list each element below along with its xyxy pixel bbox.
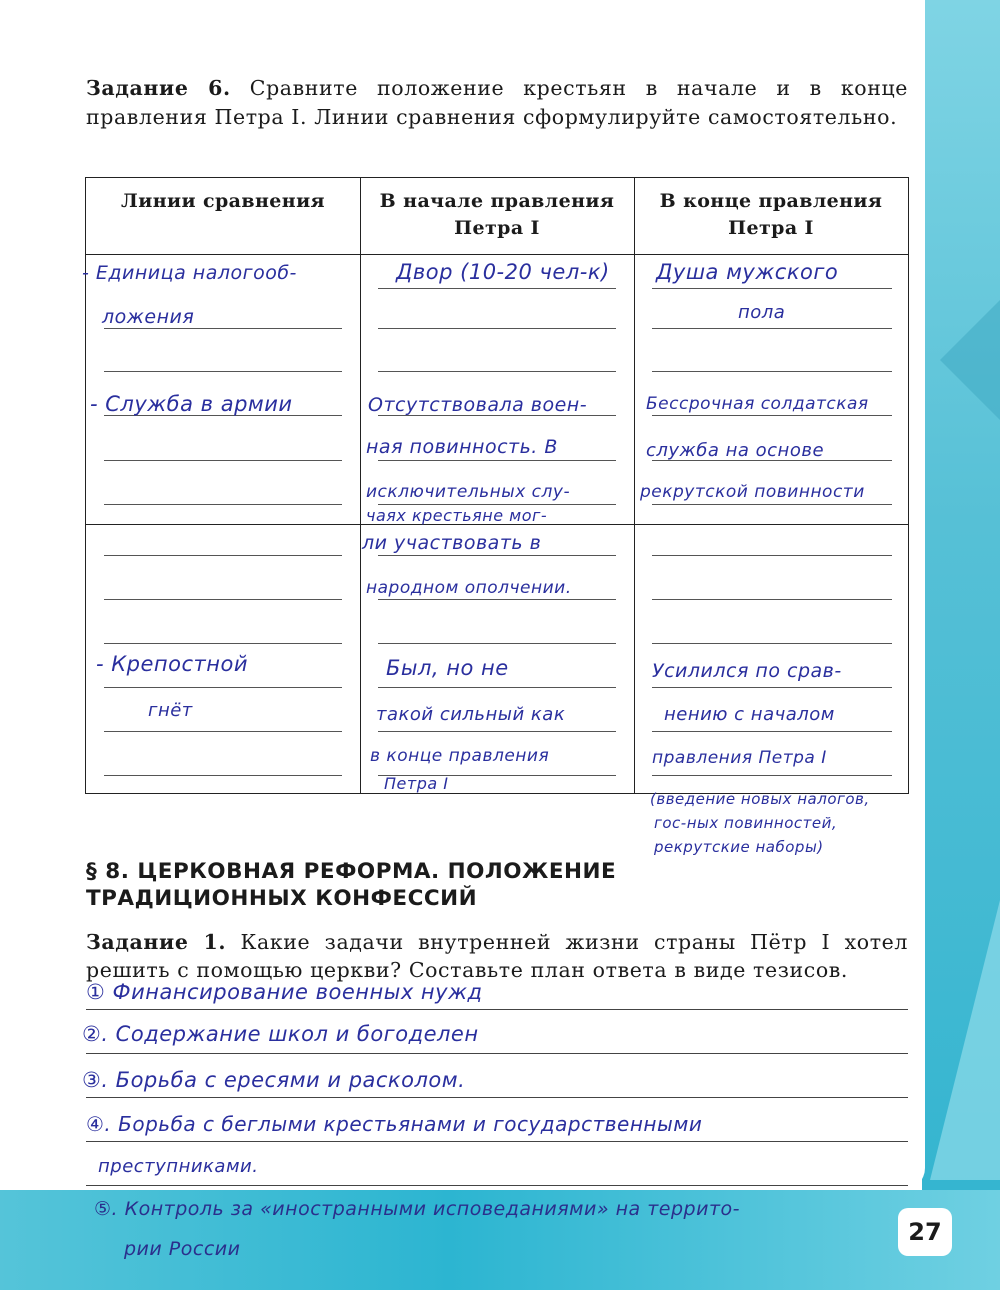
hw-serfdom: - Крепостной [96,652,248,676]
task-6-label: Задание 6. [86,76,231,100]
writing-rule [652,328,892,329]
hw-answer-5: ⑤. Контроль за «иностранными исповеданиями» на террито- [94,1198,741,1220]
hw-army-service: - Служба в армии [90,392,293,416]
hw-serfdom-beginning-1: Был, но не [386,656,509,680]
hw-answer-1: ① Финансирование военных нужд [86,980,483,1004]
writing-rule [378,328,616,329]
writing-rule [104,599,342,600]
writing-rule [652,775,892,776]
hw-answer-4-cont: преступниками. [98,1156,259,1177]
writing-rule [104,504,342,505]
hw-answer-3: ③. Борьба с ересями и расколом. [82,1068,466,1092]
writing-rule [652,599,892,600]
writing-rule [652,687,892,688]
hw-army-beginning-4: чаях крестьяне мог- [366,506,548,525]
hw-male-soul: Душа мужского [656,260,839,284]
answer-rule [86,1185,908,1186]
hw-male-soul-cont: пола [738,302,786,323]
writing-rule [652,415,892,416]
page-bottom-edge [0,1290,1000,1306]
hw-army-beginning-5: ли участвовать в [362,532,542,554]
hw-army-beginning-6: народном ополчении. [366,578,572,598]
hw-serfdom-beginning-4: Петра I [384,774,449,793]
hw-line-tax-unit-cont: ложения [102,306,195,328]
header-comparison-lines: Линии сравнения [121,190,325,212]
task-6-prompt [86,74,908,132]
writing-rule [652,731,892,732]
writing-rule [104,731,342,732]
task-1-prompt [86,928,908,984]
hw-line-tax-unit: - Единица налогооб- [82,262,297,284]
section-title: § 8. ЦЕРКОВНАЯ РЕФОРМА. ПОЛОЖЕНИЕ ТРАДИЦИОННЫХ КОНФЕССИЙ [86,859,617,911]
writing-rule [378,460,616,461]
decor-triangle-bottom [930,900,1000,1180]
table-col-divider [634,178,635,793]
task-6-text: Сравните положение крестьян в начале и в конце правления Петра I. Линии сравнения сформулируйте самостоятельно. [86,76,908,129]
task-1-label: Задание 1. [86,930,227,954]
hw-answer-2: ②. Содержание школ и богоделен [82,1022,479,1046]
writing-rule [652,371,892,372]
hw-household: Двор (10-20 чел-к) [396,260,610,284]
writing-rule [104,460,342,461]
writing-rule [104,775,342,776]
answer-rule [86,1141,908,1142]
hw-serfdom-cont: гнёт [148,700,193,721]
writing-rule [378,643,616,644]
hw-serfdom-end-2: нению с началом [664,704,835,725]
writing-rule [378,371,616,372]
writing-rule [378,555,616,556]
writing-rule [378,687,616,688]
writing-rule [104,555,342,556]
table-header-divider [86,254,908,255]
table-col-divider [360,178,361,793]
hw-army-end-2: служба на основе [646,440,825,461]
writing-rule [652,555,892,556]
answer-rule [86,1097,908,1098]
hw-serfdom-end-5: гос-ных повинностей, [654,814,838,832]
hw-army-beginning-3: исключительных слу- [366,482,571,502]
hw-army-end-3: рекрутской повинности [640,482,865,502]
hw-army-beginning-1: Отсутствовала воен- [368,394,588,416]
writing-rule [378,731,616,732]
hw-serfdom-end-6: рекрутские наборы) [654,838,824,856]
hw-answer-5-cont: рии России [124,1238,241,1260]
hw-serfdom-end-3: правления Петра I [652,748,827,768]
page-number: 27 [898,1208,952,1256]
writing-rule [104,643,342,644]
writing-rule [104,371,342,372]
hw-serfdom-beginning-2: такой сильный как [376,704,566,725]
writing-rule [652,504,892,505]
answer-rule [86,1053,908,1054]
hw-serfdom-end-1: Усилился по срав- [652,660,842,682]
header-beginning-reign: В начале правления Петра I [379,190,615,239]
writing-rule [378,599,616,600]
task-1-text: Какие задачи внутренней жизни страны Пётр I хотел решить с помощью церкви? Составьте план ответа в виде тезисов. [86,930,908,982]
hw-army-end-1: Бессрочная солдатская [646,394,869,414]
decor-triangle-top [940,300,1000,420]
header-end-reign: В конце правления Петра I [659,190,883,239]
writing-rule [652,643,892,644]
answer-rule [86,1009,908,1010]
writing-rule [104,328,342,329]
writing-rule [104,687,342,688]
writing-rule [378,504,616,505]
hw-army-beginning-2: ная повинность. В [366,436,558,458]
hw-serfdom-beginning-3: в конце правления [370,746,550,766]
hw-serfdom-end-4: (введение новых налогов, [650,790,870,808]
hw-answer-4: ④. Борьба с беглыми крестьянами и государственными [86,1112,703,1136]
writing-rule [652,288,892,289]
writing-rule [378,288,616,289]
